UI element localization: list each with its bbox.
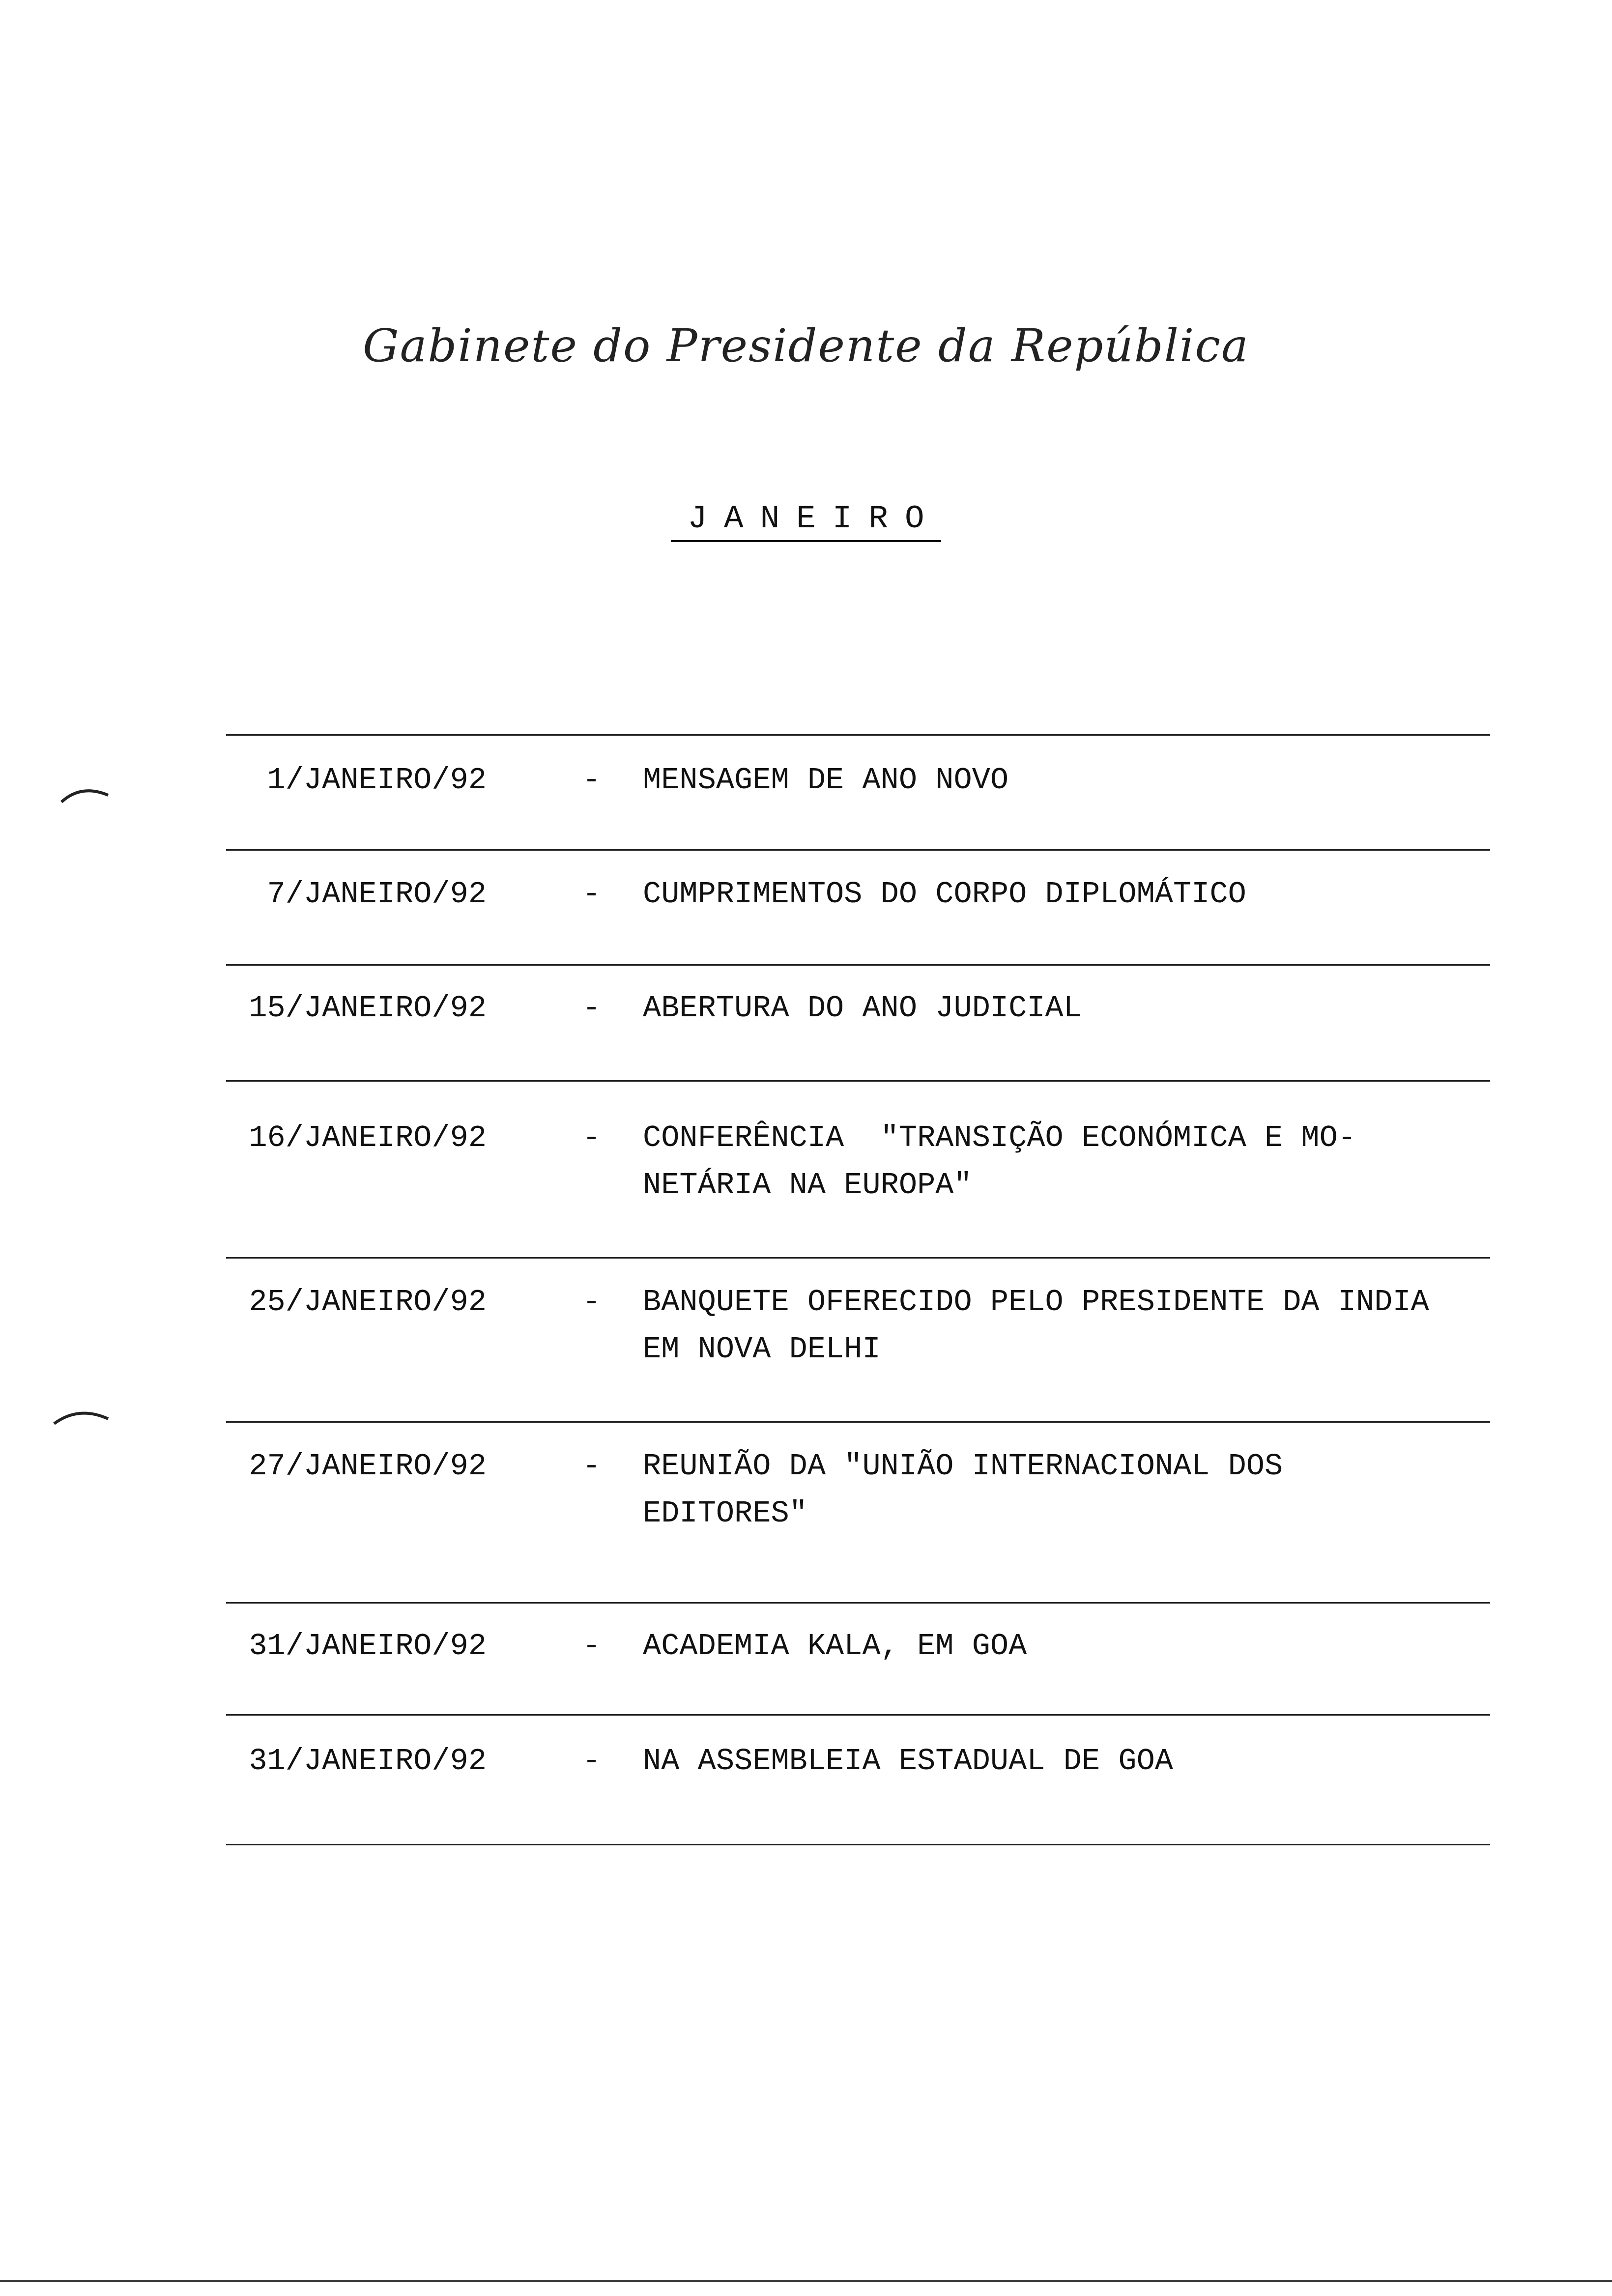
event-dash: - [582,1285,601,1320]
event-description: BANQUETE OFERECIDO PELO PRESIDENTE DA INDIA EM NOVA DELHI [643,1285,1429,1367]
event-description: MENSAGEM DE ANO NOVO [643,763,1009,798]
event-description: REUNIÃO DA "UNIÃO INTERNACIONAL DOS EDITORES" [643,1449,1283,1531]
event-date: 31/JANEIRO/92 [249,1629,487,1664]
event-description: ACADEMIA KALA, EM GOA [643,1629,1027,1664]
page-edge-line [0,2280,1612,2282]
separator-rule [226,1080,1490,1082]
event-date: 15/JANEIRO/92 [249,991,487,1026]
event-dash: - [582,1629,601,1664]
month-title [0,500,1612,542]
event-dash: - [582,1120,601,1155]
event-dash: - [582,1449,601,1484]
month-title-text: JANEIRO [671,500,941,542]
event-dash: - [582,877,601,912]
event-description: CONFERÊNCIA "TRANSIÇÃO ECONÓMICA E MO- NETÁRIA NA EUROPA" [643,1120,1356,1203]
separator-rule [226,734,1490,736]
event-description: CUMPRIMENTOS DO CORPO DIPLOMÁTICO [643,877,1246,912]
punch-mark-bottom [49,1403,113,1428]
event-dash: - [582,991,601,1026]
separator-rule [226,1602,1490,1604]
event-date: 16/JANEIRO/92 [249,1120,487,1155]
event-date: 27/JANEIRO/92 [249,1449,487,1484]
separator-rule [226,1844,1490,1845]
event-dash: - [582,763,601,798]
separator-rule [226,1714,1490,1716]
event-dash: - [582,1744,601,1779]
event-date: 25/JANEIRO/92 [249,1285,487,1320]
event-description: ABERTURA DO ANO JUDICIAL [643,991,1082,1026]
separator-rule [226,1421,1490,1423]
event-date: 7/JANEIRO/92 [267,877,487,912]
punch-mark-top [59,781,113,806]
event-date: 1/JANEIRO/92 [267,763,487,798]
separator-rule [226,964,1490,966]
event-date: 31/JANEIRO/92 [249,1744,487,1779]
separator-rule [226,1257,1490,1259]
letterhead: Gabinete do Presidente da República [363,319,1249,372]
separator-rule [226,849,1490,851]
event-description: NA ASSEMBLEIA ESTADUAL DE GOA [643,1744,1173,1779]
